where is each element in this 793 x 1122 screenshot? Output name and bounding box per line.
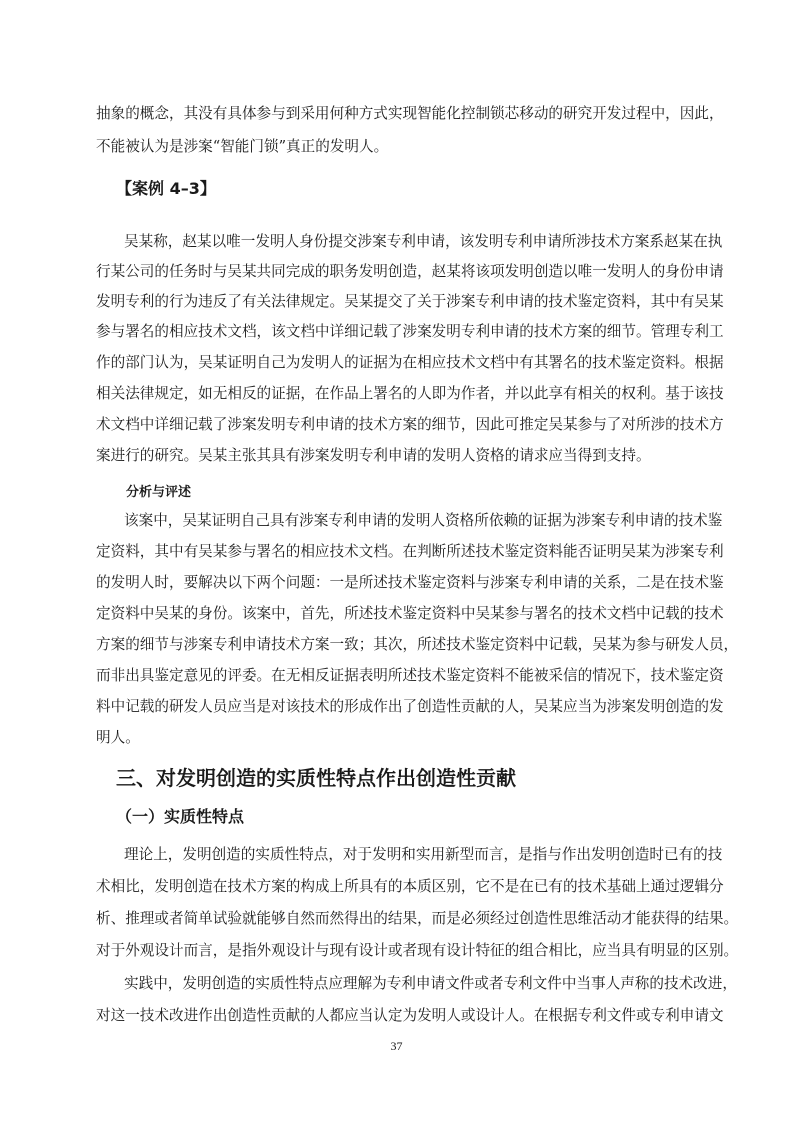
case-line-7: 术文档中详细记载了涉案发明专利申请的技术方案的细节，因此可推定吴某参与了对所涉的技术方 <box>96 416 724 433</box>
case-line-4: 参与署名的相应技术文档，该文档中详细记载了涉案发明专利申请的技术方案的细节。管理专利工 <box>96 323 724 340</box>
section-title: 三、对发明创造的实质性特点作出创造性贡献 <box>116 766 516 790</box>
intro-line-2: 不能被认为是涉案“智能门锁”真正的发明人。 <box>96 138 389 155</box>
analysis-heading: 分析与评述 <box>126 485 192 500</box>
case-line-6: 相关法律规定，如无相反的证据，在作品上署名的人即为作者，并以此享有相关的权利。基于该技 <box>96 385 724 402</box>
analysis-line-2: 定资料，其中有吴某参与署名的相应技术文档。在判断所述技术鉴定资料能否证明吴某为涉案专利 <box>96 543 724 560</box>
analysis-line-3: 的发明人时，要解决以下两个问题：一是所述技术鉴定资料与涉案专利申请的关系，二是在技术鉴 <box>96 574 724 591</box>
section-line-3: 析、推理或者简单试验就能够自然而然得出的结果，而是必须经过创造性思维活动才能获得的结果。 <box>96 910 739 927</box>
intro-line-1: 抽象的概念，其没有具体参与到采用何种方式实现智能化控制锁芯移动的研究开发过程中，因此， <box>96 105 724 122</box>
analysis-line-4: 定资料中吴某的身份。该案中，首先，所述技术鉴定资料中吴某参与署名的技术文档中记载的技术 <box>96 605 724 622</box>
page-number: 37 <box>390 1039 403 1053</box>
case-line-8: 案进行的研究。吴某主张其具有涉案发明专利申请的发明人资格的请求应当得到支持。 <box>96 447 651 464</box>
case-heading: 【案例 4–3】 <box>116 179 216 198</box>
analysis-line-1: 该案中，吴某证明自己具有涉案专利申请的发明人资格所依赖的证据为涉案专利申请的技术鉴 <box>124 512 723 529</box>
analysis-line-5: 方案的细节与涉案专利申请技术方案一致；其次，所述技术鉴定资料中记载，吴某为参与研发人员， <box>96 636 739 653</box>
analysis-line-6: 而非出具鉴定意见的评委。在无相反证据表明所述技术鉴定资料不能被采信的情况下，技术鉴定资 <box>96 667 724 684</box>
section-line-6: 对这一技术改进作出创造性贡献的人都应当认定为发明人或设计人。在根据专利文件或专利申请文 <box>96 1007 724 1024</box>
analysis-line-7: 料中记载的研发人员应当是对该技术的形成作出了创造性贡献的人，吴某应当为涉案发明创造的发 <box>96 698 724 715</box>
case-line-1: 吴某称，赵某以唯一发明人身份提交涉案专利申请，该发明专利申请所涉技术方案系赵某在执 <box>124 233 723 250</box>
case-line-5: 作的部门认为，吴某证明自己为发明人的证据为在相应技术文档中有其署名的技术鉴定资料。根据 <box>96 354 724 371</box>
section-line-5: 实践中，发明创造的实质性特点应理解为专利申请文件或者专利文件中当事人声称的技术改进， <box>124 975 737 992</box>
section-line-4: 对于外观设计而言，是指外观设计与现有设计或者现有设计特征的组合相比，应当具有明显的区别。 <box>96 942 739 959</box>
section-line-1: 理论上，发明创造的实质性特点，对于发明和实用新型而言，是指与作出发明创造时已有的技 <box>124 846 723 863</box>
subsection-title: （一）实质性特点 <box>116 807 245 826</box>
case-line-2: 行某公司的任务时与吴某共同完成的职务发明创造，赵某将该项发明创造以唯一发明人的身份申请 <box>96 263 724 280</box>
analysis-line-8: 明人。 <box>96 729 140 746</box>
case-line-3: 发明专利的行为违反了有关法律规定。吴某提交了关于涉案专利申请的技术鉴定资料，其中有吴某 <box>96 293 724 310</box>
section-line-2: 术相比，发明创造在技术方案的构成上所具有的本质区别，它不是在已有的技术基础上通过逻辑分 <box>96 878 724 895</box>
